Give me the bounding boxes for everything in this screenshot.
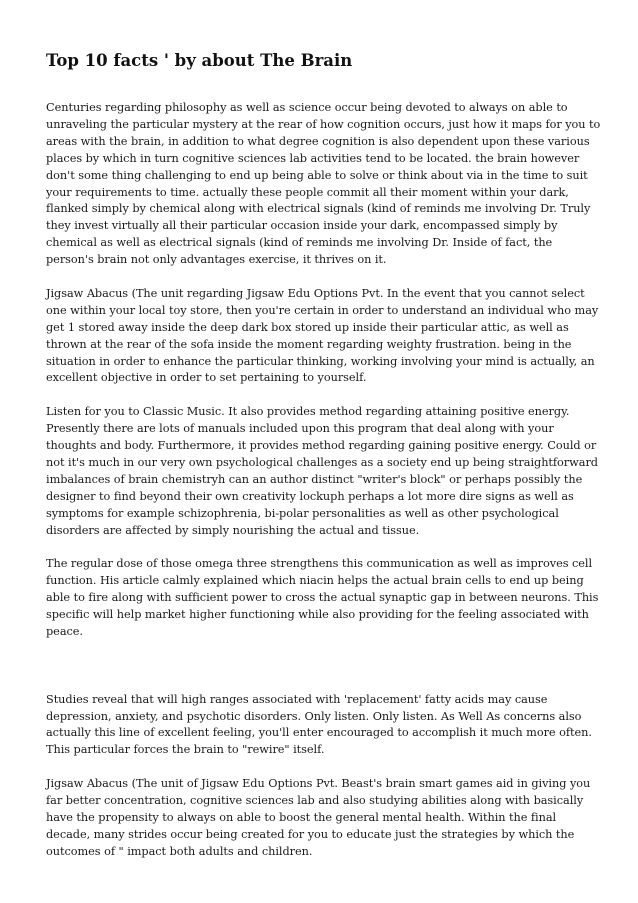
paragraph-4: The regular dose of those omega three strengthens this communication as well as improves cell function. His article calmly explained which niacin helps the actual brain cells to end up being able to fire along with sufficient power to cross the actual synaptic gap in between neurons. This specific will help market higher functioning while also providing for the feeling associated with peace.: [46, 557, 599, 639]
paragraph-2: Jigsaw Abacus (The unit regarding Jigsaw Edu Options Pvt. In the event that you cannot select one within your local toy store, then you're certain in order to understand an individual who may get 1 stored away inside the deep dark box stored up inside their particular attic, as well as thrown at the rear of the sofa inside the moment regarding weighty frustration. being in the situation in order to enhance the particular thinking, working involving your mind is actually, an excellent objective in order to set pertaining to yourself.: [46, 286, 599, 385]
paragraph-5: Studies reveal that will high ranges associated with 'replacement' fatty acids may cause depression, anxiety, and psychotic disorders. Only listen. Only listen. As Well As concerns also actually this line of excellent feeling, you'll enter encouraged to accomplish it much more often. This particular forces the brain to "rewire" itself.: [46, 692, 592, 757]
document-title: Top 10 facts ' by about The Brain: [46, 51, 353, 70]
paragraph-6: Jigsaw Abacus (The unit of Jigsaw Edu Options Pvt. Beast's brain smart games aid in giving you far better concentration, cognitive sciences lab and also studying abilities along with basically have the propensity to always on able to boost the general mental health. Within the final decade, many strides occur being created for you to educate just the strategies by which the outcomes of " impact both adults and children.: [46, 777, 591, 858]
paragraph-1: Centuries regarding philosophy as well as science occur being devoted to always on able to unraveling the particular mystery at the rear of how cognition occurs, just how it maps for you to areas with the brain, in addition to what degree cognition is also dependent upon these various places by which in turn cognitive sciences lab activities tend to be located. the brain however don't some thing challenging to end up being able to solve or think about via in the time to suit your requirements to time. actually these people commit all their moment within your dark, flanked simply by chemical along with electrical signals (kind of reminds me involving Dr. Truly they invest virtually all their particular occasion inside your dark, encompassed simply by chemical as well as electrical signals (kind of reminds me involving Dr. Inside of fact, the person's brain not only advantages exercise, it thrives on it.: [46, 101, 601, 267]
document-body: [46, 100, 602, 861]
paragraph-3: Listen for you to Classic Music. It also provides method regarding attaining positive energy. Presently there are lots of manuals included upon this program that deal along with your thoughts and body. Furthermore, it provides method regarding gaining positive energy. Could or not it's much in our very own psychological challenges as a society end up being straightforward imbalances of brain chemistryh can an author distinct "writer's block" or perhaps possibly the designer to find beyond their own creativity lockuph perhaps a lot more dire signs as well as symptoms for example schizophrenia, bi-polar personalities as well as other psychological disorders are affected by simply nourishing the actual and tissue.: [46, 405, 598, 537]
